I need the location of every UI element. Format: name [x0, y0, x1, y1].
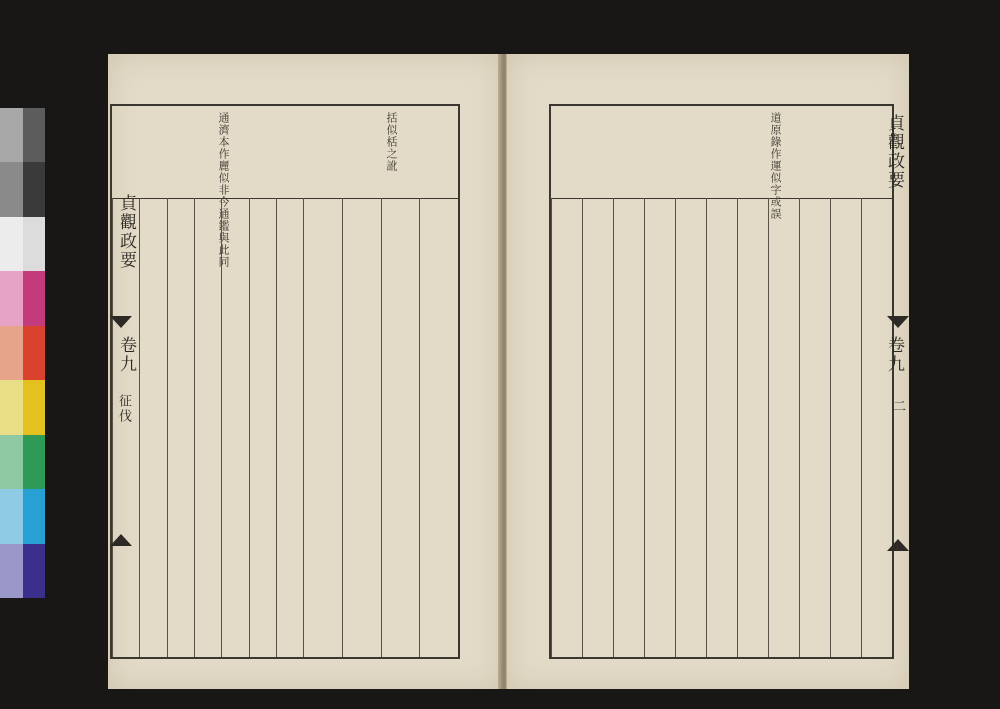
color-patch — [23, 217, 46, 271]
right-head-note: 道原錄作運似字或誤 — [769, 112, 782, 220]
text-column — [276, 198, 303, 657]
text-column — [706, 198, 737, 657]
color-patch — [23, 326, 46, 380]
color-patch-row — [0, 217, 45, 271]
text-column — [582, 198, 613, 657]
color-patch — [0, 217, 23, 271]
left-running-head-section: 征伐 — [116, 394, 131, 424]
right-header-volume: 卷九 — [884, 336, 904, 374]
left-page-frame — [110, 104, 460, 659]
color-patch-row — [0, 271, 45, 325]
fishtail-mark-upper — [887, 316, 909, 328]
color-patch — [0, 162, 23, 216]
color-patch — [0, 108, 23, 162]
color-patch — [0, 489, 23, 543]
right-folio-number: 二 — [890, 399, 905, 414]
text-column — [342, 198, 381, 657]
color-patch — [23, 380, 46, 434]
fishtail-mark-upper — [110, 316, 132, 328]
text-column — [861, 198, 892, 657]
left-running-head-title: 貞觀政要 — [116, 194, 136, 270]
text-column — [139, 198, 166, 657]
color-patch-row — [0, 162, 45, 216]
fishtail-mark-lower — [887, 539, 909, 551]
right-header-title: 貞觀政要 — [884, 114, 904, 190]
text-column — [768, 198, 799, 657]
right-page-frame — [549, 104, 894, 659]
text-column — [167, 198, 194, 657]
color-patch-row — [0, 489, 45, 543]
color-patch — [0, 435, 23, 489]
color-patch-row — [0, 544, 45, 598]
text-column — [221, 198, 248, 657]
text-column — [249, 198, 276, 657]
left-running-head-volume: 卷九 — [116, 336, 136, 374]
color-patch — [23, 271, 46, 325]
right-text-columns — [551, 198, 892, 657]
fishtail-mark-lower — [110, 534, 132, 546]
left-head-note-2: 通濟本作麗似非今通鑑與此同 — [217, 112, 230, 268]
text-column — [303, 198, 342, 657]
color-patch-row — [0, 435, 45, 489]
text-column — [830, 198, 861, 657]
color-patch — [23, 544, 46, 598]
text-column — [644, 198, 675, 657]
text-column — [381, 198, 420, 657]
text-column — [551, 198, 582, 657]
color-patch-row — [0, 108, 45, 162]
color-patch — [0, 271, 23, 325]
color-patch — [23, 435, 46, 489]
left-head-note-1: 括似栝之訛 — [385, 112, 398, 172]
color-patch — [23, 108, 46, 162]
color-patch — [23, 162, 46, 216]
color-patch — [0, 544, 23, 598]
text-column — [613, 198, 644, 657]
text-column — [737, 198, 768, 657]
text-column — [799, 198, 830, 657]
color-patch-row — [0, 326, 45, 380]
color-patch — [0, 326, 23, 380]
left-text-columns — [112, 198, 458, 657]
color-patch — [23, 489, 46, 543]
color-patch-row — [0, 380, 45, 434]
right-page — [506, 54, 909, 689]
text-column — [419, 198, 458, 657]
color-calibration-strip — [0, 108, 45, 598]
open-book — [108, 54, 908, 689]
text-column — [675, 198, 706, 657]
text-column — [194, 198, 221, 657]
left-page — [108, 54, 502, 689]
color-patch — [0, 380, 23, 434]
